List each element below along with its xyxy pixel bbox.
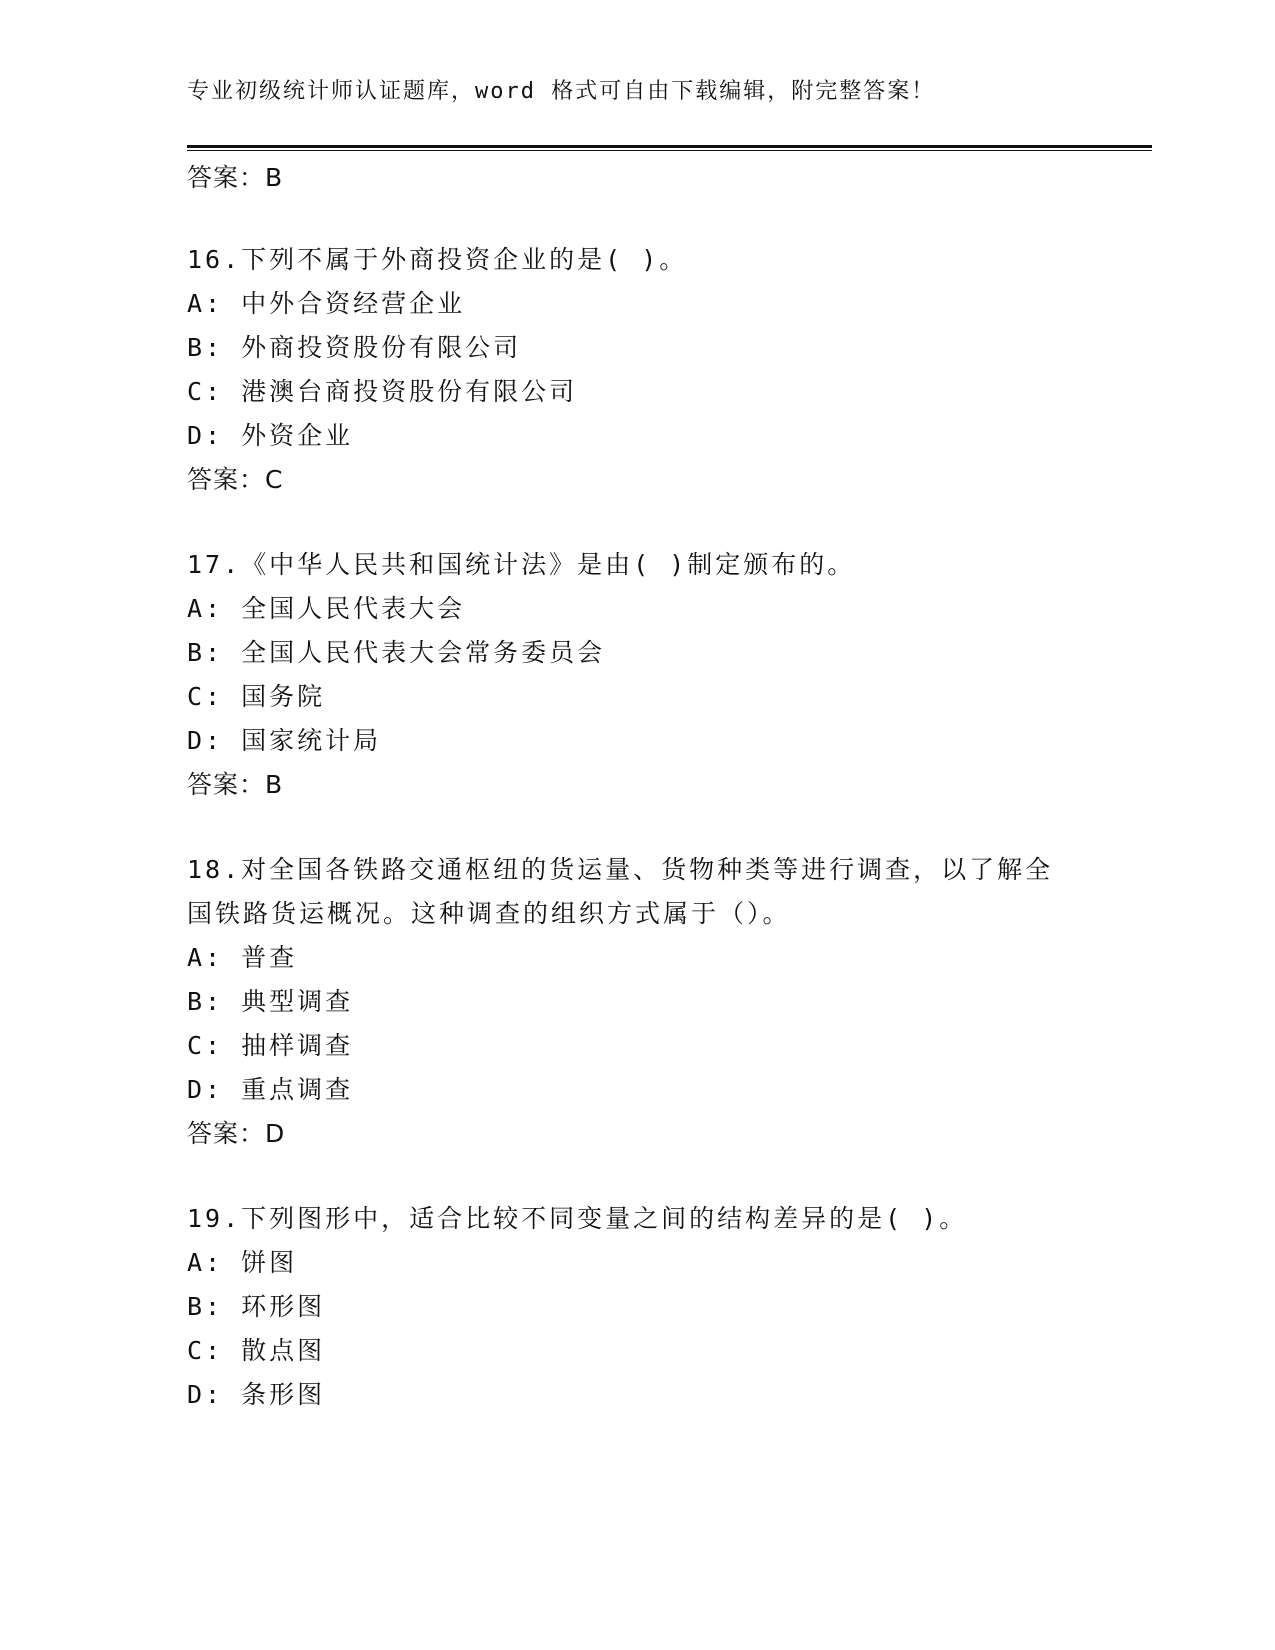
header-rule-thick xyxy=(187,145,1152,148)
question-16-stem: 16.下列不属于外商投资企业的是( )。 xyxy=(187,245,688,274)
question-19-stem: 19.下列图形中，适合比较不同变量之间的结构差异的是( )。 xyxy=(187,1204,968,1233)
question-19-option-d: D: 条形图 xyxy=(187,1380,326,1409)
question-19-option-b: B: 环形图 xyxy=(187,1292,326,1321)
question-17-option-d: D: 国家统计局 xyxy=(187,726,382,755)
answer-16: 答案：C xyxy=(187,465,284,494)
question-16-option-c: C: 港澳台商投资股份有限公司 xyxy=(187,377,578,406)
header-note: 专业初级统计师认证题库，word 格式可自由下载编辑，附完整答案！ xyxy=(187,79,936,104)
question-18-option-c: C: 抽样调查 xyxy=(187,1031,354,1060)
question-18-option-d: D: 重点调查 xyxy=(187,1075,354,1104)
question-18-option-b: B: 典型调查 xyxy=(187,987,354,1016)
question-17-option-a: A: 全国人民代表大会 xyxy=(187,594,466,623)
answer-18: 答案：D xyxy=(187,1119,286,1148)
question-18-stem-line-1: 18.对全国各铁路交通枢纽的货运量、货物种类等进行调查，以了解全 xyxy=(187,855,1054,884)
question-17-option-c: C: 国务院 xyxy=(187,682,326,711)
question-18-stem-line-2: 国铁路货运概况。这种调查的组织方式属于（）。 xyxy=(187,899,791,928)
question-19-option-c: C: 散点图 xyxy=(187,1336,326,1365)
question-17-option-b: B: 全国人民代表大会常务委员会 xyxy=(187,638,606,667)
header-rule-thin xyxy=(187,150,1152,151)
question-18-option-a: A: 普查 xyxy=(187,943,298,972)
question-16-option-d: D: 外资企业 xyxy=(187,421,354,450)
question-16-option-b: B: 外商投资股份有限公司 xyxy=(187,333,522,362)
question-17-stem: 17.《中华人民共和国统计法》是由( )制定颁布的。 xyxy=(187,550,856,579)
answer-15: 答案：B xyxy=(187,163,284,192)
question-19-option-a: A: 饼图 xyxy=(187,1248,298,1277)
answer-17: 答案：B xyxy=(187,770,284,799)
question-16-option-a: A: 中外合资经营企业 xyxy=(187,289,466,318)
